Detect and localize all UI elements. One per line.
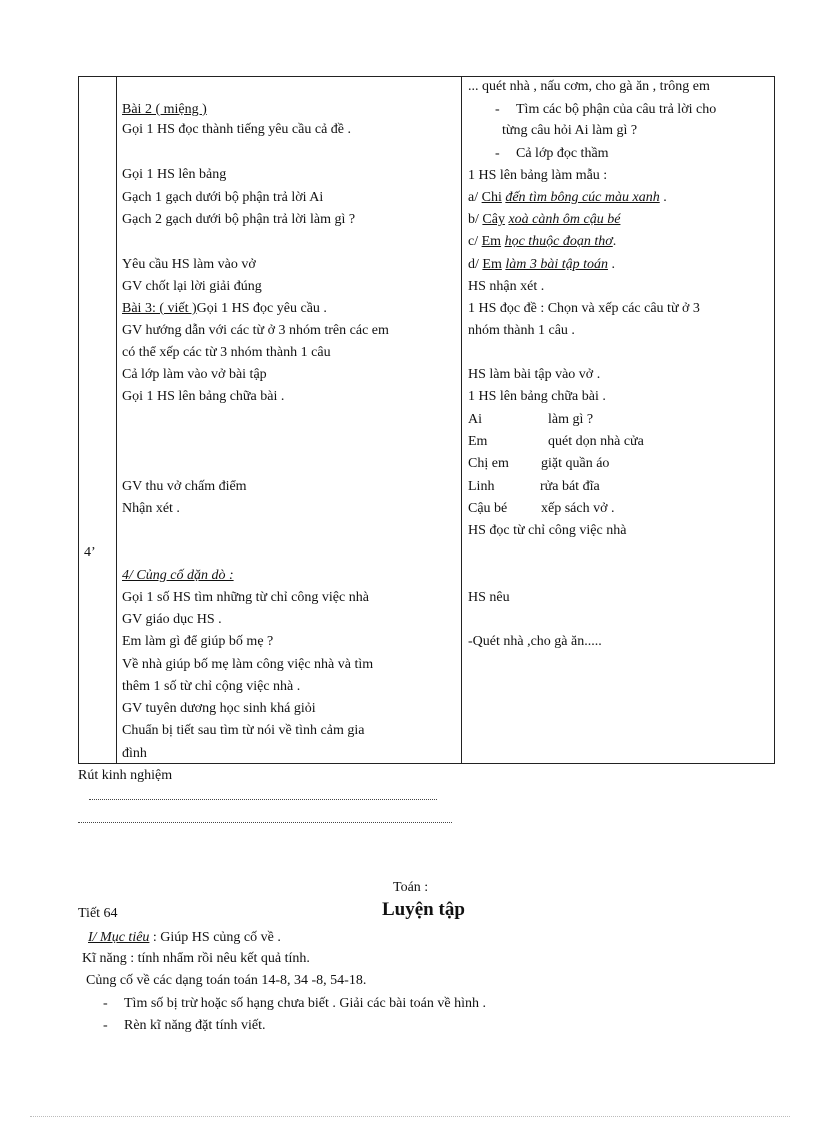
left-line: Chuẩn bị tiết sau tìm từ nói về tình cảm gia (122, 723, 365, 738)
answer-prefix: a/ (468, 190, 482, 205)
pair-predicate: giặt quần áo (541, 456, 610, 471)
answer-predicate: đến tìm bông cúc màu xanh (505, 190, 660, 205)
right-line: HS nhận xét . (468, 279, 545, 294)
bai2-title: Bài 2 ( miệng ) (122, 102, 207, 117)
answer-prefix: d/ (468, 257, 483, 272)
left-line: Về nhà giúp bố mẹ làm công việc nhà và tìm (122, 657, 374, 672)
objective-line: Kĩ năng : tính nhẩm rồi nêu kết quả tính. (82, 951, 310, 966)
left-line: Gạch 2 gạch dưới bộ phận trả lời làm gì ? (122, 212, 356, 227)
objective-bullet: Tìm số bị trừ hoặc số hạng chưa biết . Giải các bài toán về hình . (124, 996, 486, 1011)
left-line: đình (122, 746, 147, 761)
answer-subject: Cây (482, 212, 505, 227)
objective-line: Củng cố về các dạng toán toán 14-8, 34 -8, 54-18. (86, 973, 367, 988)
rut-kinh-nghiem: Rút kinh nghiệm (78, 768, 173, 783)
table-divider-time (116, 76, 117, 764)
left-line: GV thu vở chấm điểm (122, 479, 247, 494)
right-line: 1 HS lên bảng làm mẫu : (468, 168, 608, 183)
answer-predicate: xoà cành ôm cậu bé (508, 212, 621, 227)
pair-subject: Em (468, 434, 488, 449)
bullet-dash: - (495, 102, 500, 117)
left-line: Gọi 1 HS lên bảng chữa bài . (122, 389, 285, 404)
answer-b (468, 211, 620, 229)
pair-subject: Ai (468, 412, 482, 427)
pair-subject: Linh (468, 479, 495, 494)
bullet-dash: - (103, 1018, 108, 1033)
bullet-dash: - (495, 146, 500, 161)
muc-tieu-text: : Giúp HS củng cố về . (152, 930, 281, 945)
left-line: thêm 1 số từ chỉ cộng việc nhà . (122, 679, 301, 694)
answer-subject: Chi (481, 190, 502, 205)
left-line: Em làm gì để giúp bố mẹ ? (122, 634, 274, 649)
answer-c (468, 233, 616, 251)
answer-d (468, 256, 615, 274)
left-line: GV giáo dục HS . (122, 612, 222, 627)
lesson-title: Luyện tập (382, 899, 465, 920)
answer-subject: Em (481, 234, 502, 249)
left-line: GV chốt lại lời giải đúng (122, 279, 262, 294)
dotted-line (78, 822, 452, 823)
pair-subject: Cậu bé (468, 501, 508, 516)
muc-tieu-label: I/ Mục tiêu (88, 930, 150, 945)
lesson-number: Tiết 64 (78, 906, 118, 921)
left-line: GV hướng dẫn với các từ ở 3 nhóm trên các em (122, 323, 389, 338)
muc-tieu-line (88, 929, 281, 947)
right-line: HS đọc từ chỉ công việc nhà (468, 523, 627, 538)
right-line: -Quét nhà ,cho gà ăn..... (468, 634, 602, 649)
left-line: Gạch 1 gạch dưới bộ phận trả lời Ai (122, 190, 324, 205)
answer-end: . (612, 234, 617, 249)
answer-a (468, 189, 667, 207)
pair-predicate: làm gì ? (548, 412, 594, 427)
page-footer-dots (30, 1116, 790, 1117)
answer-predicate: làm 3 bài tập toán (505, 257, 609, 272)
left-line: Nhận xét . (122, 501, 180, 516)
left-line: có thể xếp các từ 3 nhóm thành 1 câu (122, 345, 331, 360)
right-line: Tìm các bộ phận của câu trả lời cho (516, 102, 717, 117)
right-line: 1 HS đọc đề : Chọn và xếp các câu từ ở 3 (468, 301, 700, 316)
right-line: nhóm thành 1 câu . (468, 323, 575, 338)
left-line: Gọi 1 HS đọc thành tiếng yêu cầu cả đề . (122, 122, 351, 137)
bai3-title: Bài 3: ( viết ) (122, 301, 197, 316)
right-line: 1 HS lên bảng chữa bài . (468, 389, 606, 404)
answer-predicate: học thuộc đoạn thơ (504, 234, 613, 249)
right-line: Cả lớp đọc thầm (516, 146, 609, 161)
bai3-line (122, 300, 327, 318)
right-line: ... quét nhà , nấu cơm, cho gà ăn , trông em (468, 79, 710, 94)
objective-bullet: Rèn kĩ năng đặt tính viết. (124, 1018, 266, 1033)
table-divider-columns (461, 76, 462, 764)
left-line: Gọi 1 HS lên bảng (122, 167, 227, 182)
answer-end: . (608, 257, 616, 272)
answer-subject: Em (482, 257, 502, 272)
pair-predicate: rửa bát đĩa (540, 479, 600, 494)
right-line: HS làm bài tập vào vở . (468, 367, 601, 382)
left-line: Yêu cầu HS làm vào vở (122, 257, 256, 272)
time-cell: 4’ (84, 545, 96, 560)
answer-prefix: c/ (468, 234, 482, 249)
left-line: GV tuyên dương học sinh khá giỏi (122, 701, 316, 716)
pair-predicate: xếp sách vở . (541, 501, 615, 516)
pair-subject: Chị em (468, 456, 509, 471)
right-line: từng câu hỏi Ai làm gì ? (502, 123, 638, 138)
bai3-text: Gọi 1 HS đọc yêu cầu . (196, 301, 327, 316)
cung-co-heading: 4/ Củng cố dặn dò : (122, 568, 234, 583)
answer-end: . (659, 190, 667, 205)
subject-label: Toán : (393, 880, 429, 895)
pair-predicate: quét dọn nhà cửa (548, 434, 644, 449)
dotted-line (89, 799, 437, 800)
left-line: Gọi 1 số HS tìm những từ chỉ công việc nhà (122, 590, 369, 605)
bullet-dash: - (103, 996, 108, 1011)
answer-prefix: b/ (468, 212, 483, 227)
left-line: Cả lớp làm vào vở bài tập (122, 367, 267, 382)
right-line: HS nêu (468, 590, 510, 605)
